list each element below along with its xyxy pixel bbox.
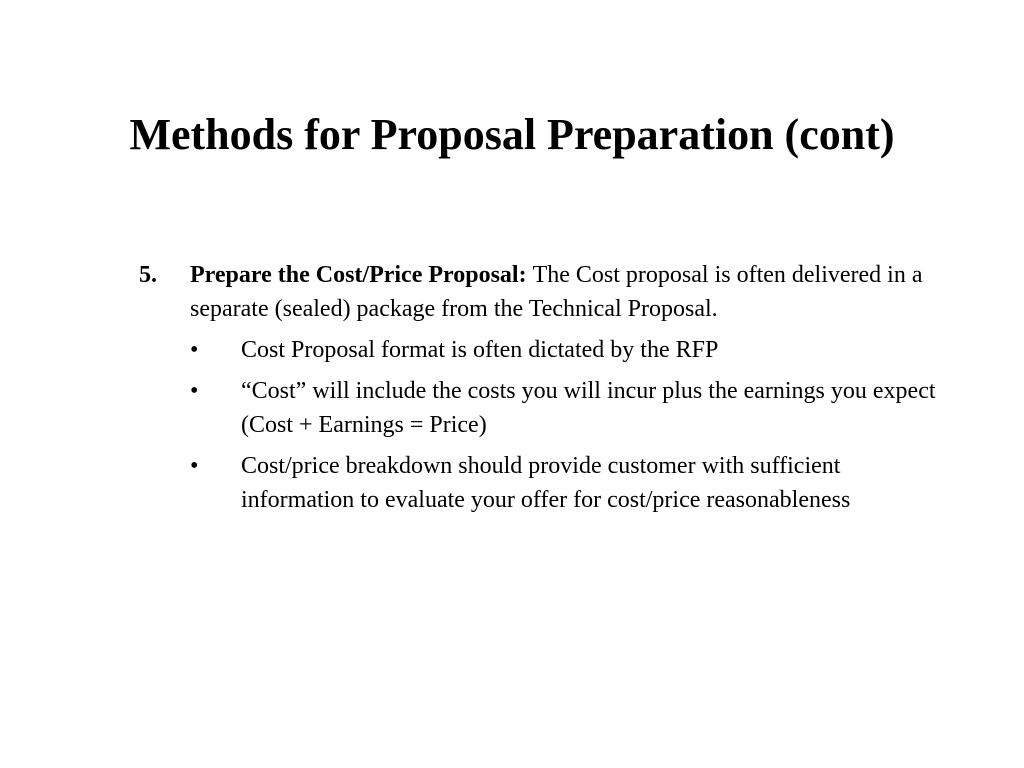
list-item bbox=[139, 449, 959, 517]
bullet-icon: • bbox=[190, 453, 199, 479]
bullet-text: “Cost” will include the costs you will incur plus the earnings you expect (Cost + Earnings = Price) bbox=[241, 378, 936, 438]
slide-body bbox=[139, 258, 959, 524]
item-lead: Prepare the Cost/Price Proposal: bbox=[190, 262, 533, 288]
bullet-icon: • bbox=[190, 337, 199, 363]
bullet-icon: • bbox=[190, 378, 199, 404]
bullet-text: Cost Proposal format is often dictated by the RFP bbox=[241, 337, 719, 363]
list-item bbox=[139, 333, 959, 367]
numbered-item bbox=[139, 258, 959, 326]
item-number: 5. bbox=[139, 262, 157, 288]
item-text: The Cost proposal is often delivered in a separate (sealed) package from the Technical Proposal. bbox=[190, 262, 923, 322]
bullet-text: Cost/price breakdown should provide customer with sufficient information to evaluate your offer for cost/price reasonableness bbox=[241, 453, 851, 513]
list-item bbox=[139, 374, 959, 442]
slide-title: Methods for Proposal Preparation (cont) bbox=[129, 110, 895, 159]
bullet-list bbox=[139, 333, 959, 517]
